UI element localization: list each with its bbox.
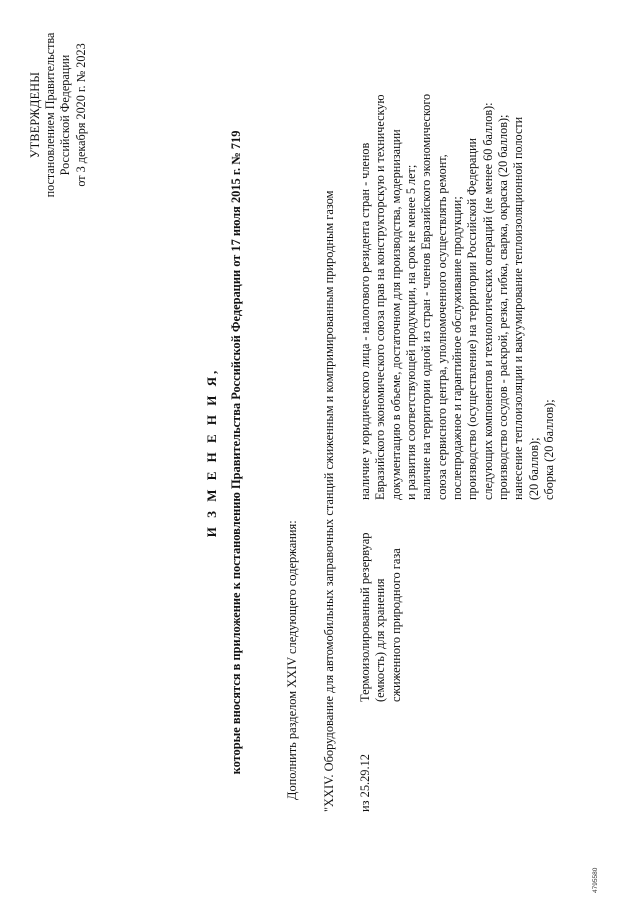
- intro-paragraph: Дополнить разделом XXIV следующего содержания:: [285, 520, 299, 800]
- requirement-line: наличие на территории одной из стран - членов Евразийского экономического: [419, 93, 434, 500]
- document-number: 4795580: [592, 867, 599, 893]
- requirement-line: Евразийского экономического союза прав на конструкторскую и техническую: [373, 94, 388, 500]
- requirement-line: производство сосудов - раскрой, резка, гибка, сварка, окраска (20 баллов);: [496, 114, 511, 500]
- approval-line: постановлением Правительства: [43, 32, 58, 198]
- requirement-line: нанесение теплоизоляции и вакуумирование теплоизоляционной полости: [511, 116, 526, 500]
- product-line: (емкость) для хранения: [373, 578, 388, 702]
- requirement-line: союза сервисного центра, уполномоченного осуществлять ремонт,: [434, 154, 449, 500]
- approval-block: [28, 25, 89, 205]
- requirement-line: производство (осуществление) на территории Российской Федерации: [465, 137, 480, 500]
- approval-title: УТВЕРЖДЕНЫ: [28, 71, 42, 159]
- document-subtitle: которые вносятся в приложение к постановлению Правительства Российской Федерации от 17 июля 2015 г. № 719: [229, 130, 243, 775]
- requirement-line: (20 баллов);: [526, 437, 541, 500]
- requirement-line: следующих компонентов и технологических операций (не менее 60 баллов):: [480, 102, 495, 500]
- product-name: [358, 512, 404, 702]
- requirement-line: наличие у юридического лица - налогового резидента стран - членов: [358, 142, 372, 500]
- requirements-text: [358, 20, 557, 500]
- section-title: "XXIV. Оборудование для автомобильных заправочных станций сжиженным и компримированным природным газом: [322, 190, 336, 812]
- okpd-code: из 25.29.12: [358, 754, 372, 812]
- requirement-line: документацию в объеме, достаточном для производства, модернизации: [388, 129, 403, 500]
- approval-line: от 3 декабря 2020 г. № 2023: [73, 43, 88, 187]
- requirement-line: послепродажное и гарантийное обслуживание продукции;: [450, 196, 465, 500]
- requirement-line: сборка (20 баллов);: [542, 399, 557, 500]
- approval-line: Российской Федерации: [58, 54, 73, 176]
- document-title: И З М Е Н Е Н И Я,: [204, 367, 219, 538]
- product-line: сжиженного природного газа: [388, 548, 403, 702]
- product-line: Термоизолированный резервуар: [358, 532, 372, 702]
- requirement-line: и развития соответствующей продукции, на срок не менее 5 лет;: [404, 164, 419, 500]
